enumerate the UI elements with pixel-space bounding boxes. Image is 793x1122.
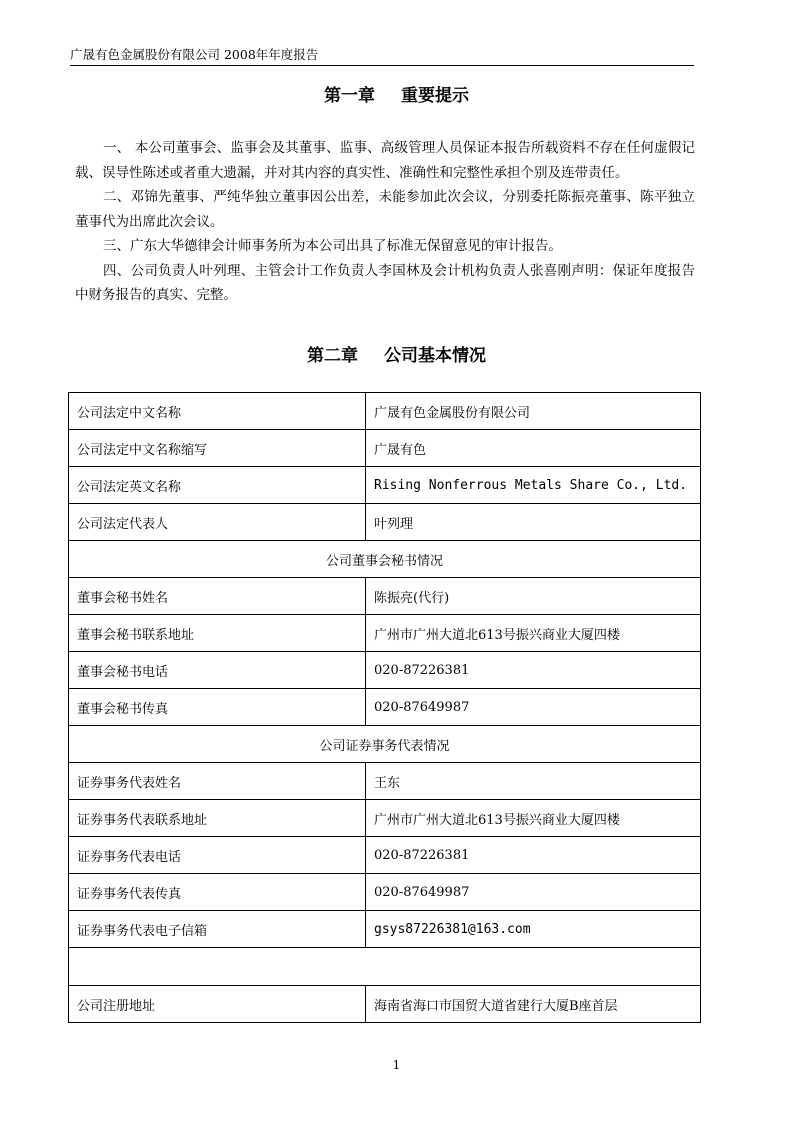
table-row bbox=[69, 689, 701, 726]
blank-cell bbox=[69, 948, 701, 986]
page-number: 1 bbox=[392, 1058, 401, 1072]
table-row bbox=[69, 467, 701, 504]
page-header bbox=[70, 45, 694, 66]
note-paragraph-2: 二、邓锦先董事、严纯华独立董事因公出差，未能参加此次会议，分别委托陈振亮董事、陈平独立董事代为出席此次会议。 bbox=[75, 189, 695, 230]
table-row bbox=[69, 652, 701, 689]
table-row bbox=[69, 911, 701, 948]
section-row bbox=[69, 541, 701, 578]
table-row bbox=[69, 430, 701, 467]
blank-row bbox=[69, 948, 701, 986]
section-row bbox=[69, 726, 701, 763]
row-label: 公司法定代表人 bbox=[69, 504, 366, 541]
table-row bbox=[69, 800, 701, 837]
chapter-2-heading: 公司基本情况 bbox=[384, 346, 486, 366]
row-value: 020-87226381 bbox=[366, 652, 701, 689]
row-value: 广州市广州大道北613号振兴商业大厦四楼 bbox=[366, 615, 701, 652]
row-value: 广晟有色金属股份有限公司 bbox=[366, 393, 701, 430]
row-value: 广晟有色 bbox=[366, 430, 701, 467]
row-label: 证券事务代表电话 bbox=[69, 837, 366, 874]
row-value: 王东 bbox=[366, 763, 701, 800]
note-paragraph-3: 三、广东大华德律会计师事务所为本公司出具了标准无保留意见的审计报告。 bbox=[103, 238, 562, 254]
row-value: 020-87649987 bbox=[366, 874, 701, 911]
row-value: 陈振亮(代行) bbox=[366, 578, 701, 615]
note-paragraph-4: 四、公司负责人叶列理、主管会计工作负责人李国林及会计机构负责人张喜刚声明：保证年度报告中财务报告的真实、完整。 bbox=[75, 262, 695, 303]
chapter-2-title bbox=[0, 344, 793, 368]
table-row bbox=[69, 393, 701, 430]
row-label: 公司法定中文名称缩写 bbox=[69, 430, 366, 467]
row-value: 广州市广州大道北613号振兴商业大厦四楼 bbox=[366, 800, 701, 837]
row-value: Rising Nonferrous Metals Share Co., Ltd. bbox=[366, 467, 701, 504]
table-row bbox=[69, 504, 701, 541]
row-label: 董事会秘书姓名 bbox=[69, 578, 366, 615]
company-info-table bbox=[68, 392, 701, 1023]
table-row bbox=[69, 986, 701, 1023]
row-label: 董事会秘书传真 bbox=[69, 689, 366, 726]
row-label: 董事会秘书电话 bbox=[69, 652, 366, 689]
row-label: 证券事务代表电子信箱 bbox=[69, 911, 366, 948]
note-paragraph-1: 一、 本公司董事会、监事会及其董事、监事、高级管理人员保证本报告所载资料不存在任何虚假记载、误导性陈述或者重大遗漏，并对其内容的真实性、准确性和完整性承担个别及连带责任。 bbox=[75, 140, 695, 181]
row-value: 020-87649987 bbox=[366, 689, 701, 726]
table-row bbox=[69, 578, 701, 615]
table-row bbox=[69, 615, 701, 652]
row-label: 证券事务代表姓名 bbox=[69, 763, 366, 800]
row-value: 海南省海口市国贸大道省建行大厦B座首层 bbox=[366, 986, 701, 1023]
row-label: 证券事务代表联系地址 bbox=[69, 800, 366, 837]
header-text: 广晟有色金属股份有限公司 2008年年度报告 bbox=[70, 47, 319, 62]
row-label: 董事会秘书联系地址 bbox=[69, 615, 366, 652]
row-label: 公司注册地址 bbox=[69, 986, 366, 1023]
row-value: 叶列理 bbox=[366, 504, 701, 541]
important-notes bbox=[75, 136, 695, 308]
row-label: 证券事务代表传真 bbox=[69, 874, 366, 911]
row-label: 公司法定中文名称 bbox=[69, 393, 366, 430]
chapter-1-title bbox=[0, 84, 793, 108]
chapter-1-number: 第一章 bbox=[324, 86, 375, 106]
row-value: 020-87226381 bbox=[366, 837, 701, 874]
section-heading-securities-rep: 公司证券事务代表情况 bbox=[69, 726, 701, 763]
table-row bbox=[69, 837, 701, 874]
row-label: 公司法定英文名称 bbox=[69, 467, 366, 504]
table-row bbox=[69, 874, 701, 911]
row-value-email: gsys87226381@163.com bbox=[366, 911, 701, 948]
chapter-1-heading: 重要提示 bbox=[401, 86, 469, 106]
table-row bbox=[69, 763, 701, 800]
chapter-2-number: 第二章 bbox=[307, 346, 358, 366]
section-heading-secretary: 公司董事会秘书情况 bbox=[69, 541, 701, 578]
